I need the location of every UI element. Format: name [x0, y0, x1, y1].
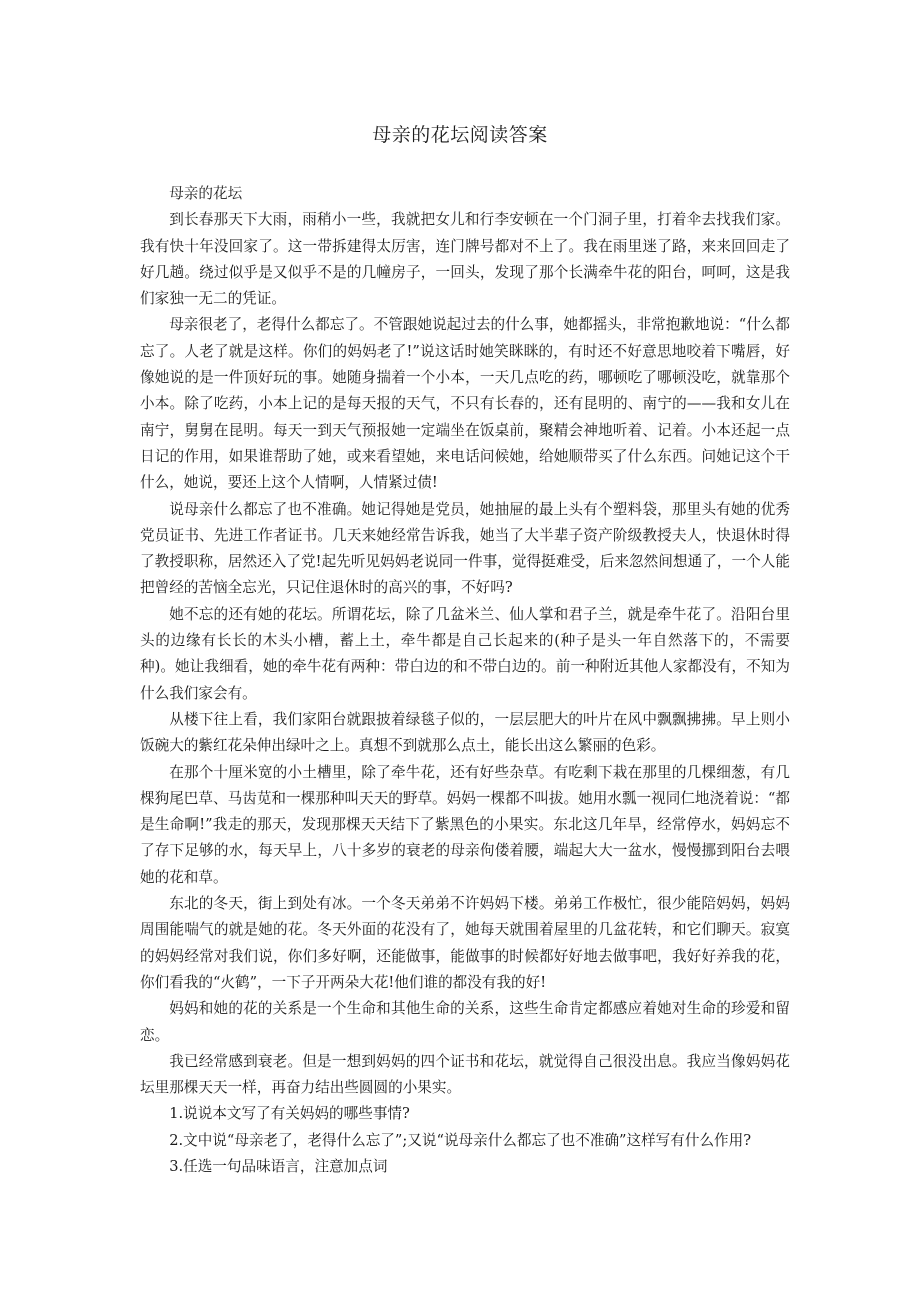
paragraph: 东北的冬天，街上到处有冰。一个冬天弟弟不许妈妈下楼。弟弟工作极忙，很少能陪妈妈，妈妈周围能喘气的就是她的花。冬天外面的花没有了，她每天就围着屋里的几盆花转，和它们聊天。寂寞的妈妈经常对我们说，你们多好啊，还能做事，能做事的时候都好好地去做事吧，我好好养我的花，你们看我的“火鹤”，一下子开两朵大花!他们谁的都没有我的好! [140, 895, 790, 991]
paragraph: 到长春那天下大雨，雨稍小一些，我就把女儿和行李安顿在一个门洞子里，打着伞去找我们家。我有快十年没回家了。这一带拆建得太厉害，连门牌号都对不上了。我在雨里迷了路，来来回回走了好几趟。绕过似乎是又似乎不是的几幢房子，一回头，发现了那个长满牵牛花的阳台，呵呵，这是我们家独一无二的凭证。 [140, 211, 790, 308]
question-1: 1.说说本文写了有关妈妈的哪些事情? [169, 1105, 410, 1123]
paragraph: 她不忘的还有她的花坛。所谓花坛，除了几盆米兰、仙人掌和君子兰，就是牵牛花了。沿阳台里头的边缘有长长的木头小槽，蓄上土，牵牛都是自己长起来的(种子是头一年自然落下的，不需要种)。她让我细看，她的牵牛花有两种：带白边的和不带白边的。前一种附近其他人家都没有，不知为什么我们家会有。 [140, 605, 790, 702]
paragraph: 从楼下往上看，我们家阳台就跟披着绿毯子似的，一层层肥大的叶片在风中飘飘拂拂。早上则小饭碗大的紫红花朵伸出绿叶之上。真想不到就那么点土，能长出这么繁丽的色彩。 [140, 710, 790, 755]
article-heading: 母亲的花坛 [169, 185, 243, 202]
paragraph: 母亲很老了，老得什么都忘了。不管跟她说起过去的什么事，她都摇头，非常抱歉地说：“什么都忘了。人老了就是这样。你们的妈妈老了!”说这话时她笑眯眯的，有时还不好意思地咬着下嘴唇，好像她说的是一件顶好玩的事。她随身揣着一个小本，一天几点吃的药，哪顿吃了哪顿没吃，就靠那个小本。除了吃药，小本上记的是每天报的天气，不只有长春的，还有昆明的、南宁的——我和女儿在南宁，舅舅在昆明。每天一到天气预报她一定端坐在饭桌前，聚精会神地听着、记着。小本还起一点日记的作用，如果谁帮助了她，或来看望她，来电话问候她，给她顺带买了什么东西。问她记这个干什么，她说，要还上这个人情啊，人情紧过债! [140, 316, 790, 492]
paragraph: 妈妈和她的花的关系是一个生命和其他生命的关系，这些生命肯定都感应着她对生命的珍爱和留恋。 [140, 1000, 790, 1044]
paragraph: 我已经常感到衰老。但是一想到妈妈的四个证书和花坛，就觉得自己很没出息。我应当像妈妈花坛里那棵天天一样，再奋力结出些圆圆的小果实。 [140, 1052, 790, 1097]
document-title: 母亲的花坛阅读答案 [372, 124, 548, 146]
question-2: 2.文中说“母亲老了，老得什么忘了”;又说“说母亲什么都忘了也不准确”这样写有什么作用? [169, 1131, 752, 1149]
paragraph: 在那个十厘米宽的小土槽里，除了牵牛花，还有好些杂草。有吃剩下栽在那里的几棵细葱，有几棵狗尾巴草、马齿苋和一棵那种叫天天的野草。妈妈一棵都不叫拔。她用水瓢一视同仁地浇着说：“都是生命啊!”我走的那天，发现那棵天天结下了紫黑色的小果实。东北这几年旱，经常停水，妈妈忘不了存下足够的水，每天早上，八十多岁的衰老的母亲佝偻着腰，端起大大一盆水，慢慢挪到阳台去喂她的花和草。 [140, 763, 790, 886]
paragraph: 说母亲什么都忘了也不准确。她记得她是党员，她抽屉的最上头有个塑料袋，那里头有她的优秀党员证书、先进工作者证书。几天来她经常告诉我，她当了大半辈子资产阶级教授夫人，快退休时得了教授职称，居然还入了党!起先听见妈妈老说同一件事，觉得挺难受，后来忽然间想通了，一个人能把曾经的苦恼全忘光，只记住退休时的高兴的事，不好吗? [140, 500, 790, 597]
article-body [140, 181, 790, 1180]
question-3: 3.任选一句品味语言，注意加点词 [169, 1157, 388, 1175]
